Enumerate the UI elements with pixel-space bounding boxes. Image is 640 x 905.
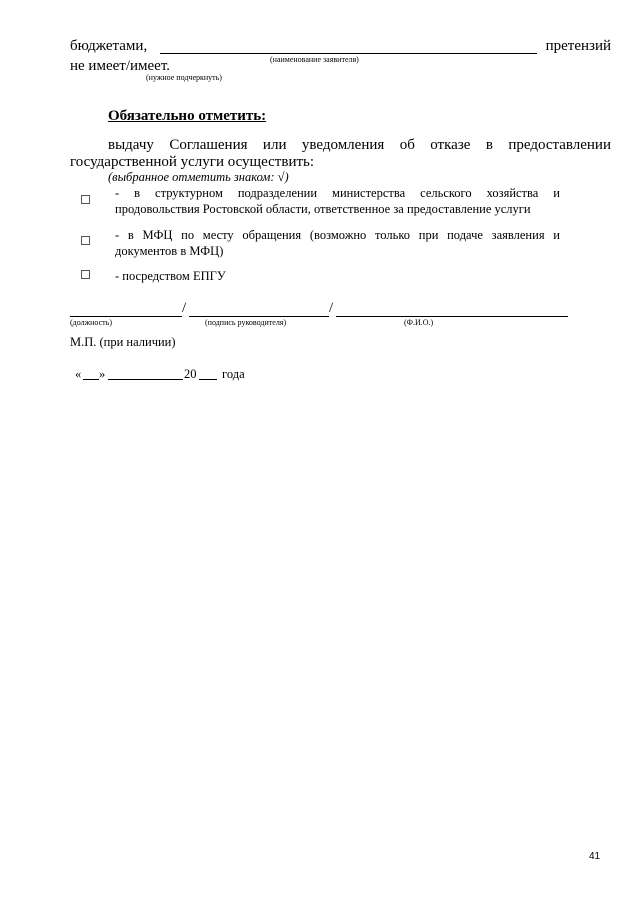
- page-number: 41: [589, 851, 601, 862]
- paragraph-line-1: выдачу Соглашения или уведомления об отказе в предоставлении: [108, 137, 611, 153]
- paragraph-line-2: государственной услуги осуществить:: [70, 154, 315, 170]
- stamp-text: М.П. (при наличии): [70, 335, 176, 349]
- has-claims-text: не имеет/имеет.: [70, 58, 171, 74]
- date-day-line: [83, 379, 99, 380]
- budget-text: бюджетами,: [70, 38, 148, 54]
- option-1-line-2: продовольствия Ростовской области, ответственное за предоставление услуги: [115, 202, 531, 216]
- date-century: 20: [184, 367, 197, 381]
- option-2-checkbox[interactable]: [81, 236, 90, 245]
- signature-line: [189, 316, 329, 317]
- position-label: (должность): [70, 318, 112, 327]
- fullname-line: [336, 316, 568, 317]
- option-1-line-1: - в структурном подразделении министерства сельского хозяйства и: [115, 186, 560, 200]
- selection-note: (выбранное отметить знаком: √): [108, 170, 289, 184]
- signature-label: (подпись руководителя): [205, 318, 287, 327]
- option-3-line-1: - посредством ЕПГУ: [115, 269, 226, 283]
- option-2-line-2: документов в МФЦ): [115, 244, 224, 258]
- date-open-quote: «: [75, 367, 82, 381]
- position-line: [70, 316, 182, 317]
- date-suffix: года: [222, 367, 245, 381]
- slash-1: /: [182, 300, 187, 316]
- option-1-checkbox[interactable]: [81, 195, 90, 204]
- option-3-checkbox[interactable]: [81, 270, 90, 279]
- date-close-quote: »: [99, 367, 106, 381]
- applicant-name-line: [160, 53, 537, 54]
- slash-2: /: [329, 300, 334, 316]
- date-year-line: [199, 379, 217, 380]
- claims-text: претензий: [545, 38, 611, 54]
- fullname-label: (Ф.И.О.): [404, 318, 434, 327]
- date-month-line: [108, 379, 183, 380]
- applicant-hint: (наименование заявителя): [270, 55, 359, 64]
- underline-hint: (нужное подчеркнуть): [146, 73, 222, 82]
- section-heading: Обязательно отметить:: [108, 108, 267, 124]
- option-2-line-1: - в МФЦ по месту обращения (возможно только при подаче заявления и: [115, 228, 560, 242]
